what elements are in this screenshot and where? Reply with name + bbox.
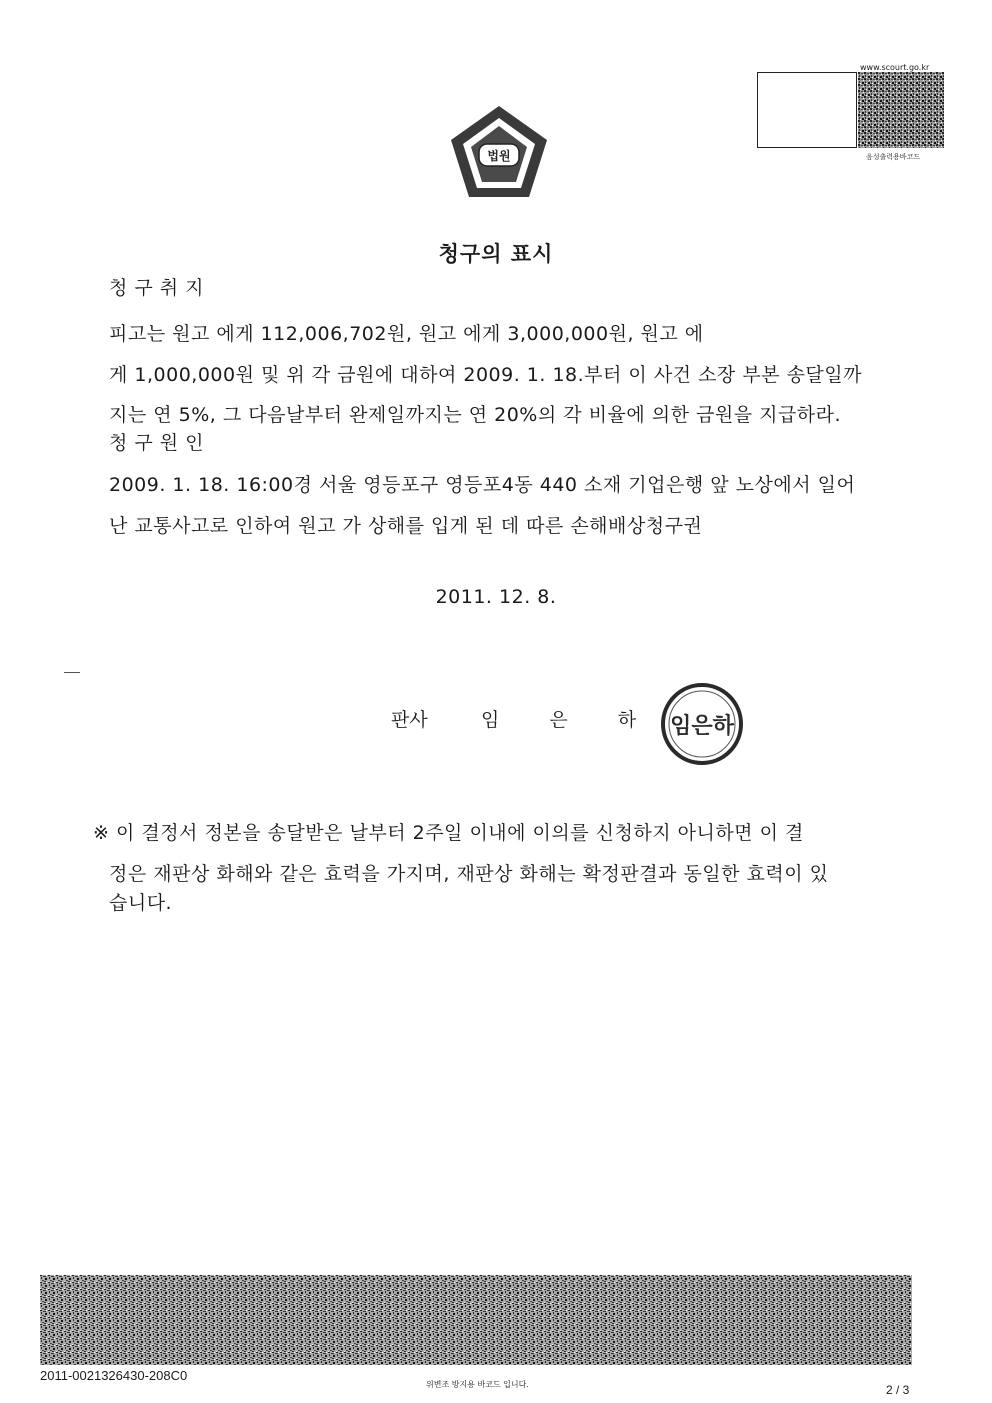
decision-date: 2011. 12. 8. [435,586,557,608]
judge-seal [660,682,744,766]
notice-line: ※ 이 결정서 정본을 송달받은 날부터 2주일 이내에 이의를 신청하지 아니하면 이 결 [93,822,804,844]
page-title: 청구의 표시 [438,242,554,266]
claim-purpose-line: 지는 연 5%, 그 다음날부터 완제일까지는 연 20%의 각 비율에 의한 금원을 지급하라. [109,404,842,426]
claim-purpose-heading: 청 구 취 지 [109,277,205,299]
court-url: www.scourt.go.kr [860,63,930,72]
margin-mark [64,672,80,673]
notice-line: 정은 재판상 화해와 같은 효력을 가지며, 재판상 화해는 확정판결과 동일한 효력이 있 [109,863,829,885]
claim-cause-line: 2009. 1. 18. 16:00경 서울 영등포구 영등포4동 440 소재 기업은행 앞 노상에서 일어 [109,474,856,496]
voice-barcode-caption: 음성출력용바코드 [866,153,921,161]
seal-text: 임은하 [670,713,734,739]
stamp-box [757,72,857,148]
claim-purpose-line: 게 1,000,000원 및 위 각 금원에 대하여 2009. 1. 18.부터 이 사건 소장 부본 송달일까 [109,364,862,386]
judge-title: 판사 [391,709,428,731]
page-number: 2 / 3 [886,1383,910,1397]
emblem-label: 법원 [487,149,511,163]
anti-forgery-barcode [40,1275,912,1365]
voice-barcode [858,72,944,148]
judge-name: 임 은 하 [481,709,659,731]
claim-cause-line: 난 교통사고로 인하여 원고 가 상해를 입게 된 데 따른 손해배상청구권 [109,515,703,537]
claim-cause-heading: 청 구 원 인 [109,432,205,454]
notice-line: 습니다. [109,892,173,914]
anti-forgery-caption: 위변조 방지용 바코드 입니다. [426,1380,529,1389]
document-number: 2011-0021326430-208C0 [40,1368,188,1383]
court-emblem [447,102,551,202]
claim-purpose-line: 피고는 원고 에게 112,006,702원, 원고 에게 3,000,000원, 원고 에 [109,323,704,345]
